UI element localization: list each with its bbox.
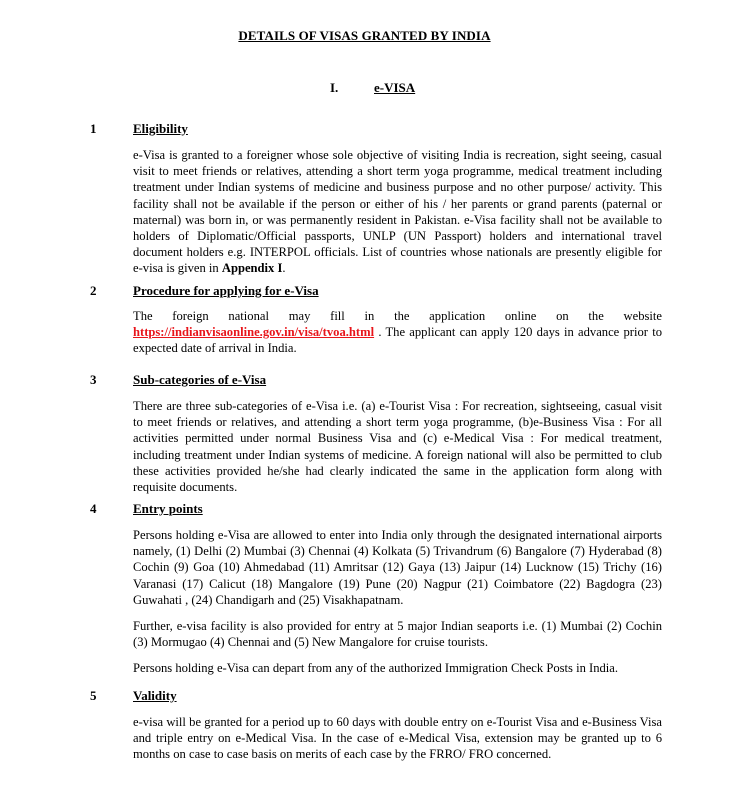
section-body — [133, 714, 662, 763]
section-number: 3 — [90, 372, 97, 387]
appendix-reference: Appendix I — [221, 261, 283, 276]
paragraph: Persons holding e-Visa are allowed to enter into India only through the designated international airports namely, (1) Delhi (2) Mumbai (3) Chennai (4) Kolkata (5) Trivandrum (6) Bangalore (7) Hyderabad (8) Cochin (9) Goa (10) Ahmedabad (11) Amritsar (12) Gaya (13) Jaipur (14) Lucknow (15) Trichy (16) Varanasi (17) Calicut (18) Mangalore (19) Pune (20) Nagpur (21) Coimbatore (22) Bagdogra (23) Guwahati , (24) Chandigarh and (25) Visakhapatnam. — [133, 528, 662, 607]
section-number: 1 — [90, 121, 97, 136]
section-body — [133, 147, 662, 277]
paragraph — [133, 147, 662, 277]
section-number: 4 — [90, 501, 97, 516]
text-segment: . The applicant can apply 120 days in advance prior to expected date of arrival in India. — [133, 325, 662, 356]
section-title: Eligibility — [133, 121, 188, 136]
paragraph: Further, e-visa facility is also provided for entry at 5 major Indian seaports i.e. (1) Mumbai (2) Cochin (3) Mormugao (4) Chennai and (5) New Mangalore for cruise tourists. — [133, 619, 662, 650]
section-number: 2 — [90, 283, 97, 298]
document-title: DETAILS OF VISAS GRANTED BY INDIA — [238, 28, 491, 43]
part-title: e-VISA — [374, 80, 416, 95]
section-title: Validity — [133, 688, 177, 703]
section-body — [133, 308, 662, 357]
section-body — [133, 527, 662, 677]
section-title: Entry points — [133, 501, 203, 516]
visa-website-link[interactable]: https://indianvisaonline.gov.in/visa/tvoa.html — [133, 325, 375, 340]
text-segment: . — [282, 261, 286, 276]
paragraph: There are three sub-categories of e-Visa i.e. (a) e-Tourist Visa : For recreation, sightseeing, casual visit to meet friends or relatives, and attending a short term yoga programme, (b)e-Business Visa : For all activities permitted under normal Business Visa and (c) e-Medical Visa : For medical treatment, including treatment under Indian systems of medicine. A foreign national will also be permitted to club these activities provided he/she had clearly indicated the same in the application form along with requisite documents. — [133, 399, 662, 495]
part-number: I. — [330, 80, 339, 95]
part-heading — [330, 80, 415, 96]
paragraph: e-visa will be granted for a period up to 60 days with double entry on e-Tourist Visa and e-Business Visa and triple entry on e-Medical Visa. In the case of e-Medical Visa, extension may be granted up to 6 months on case to case basis on merits of each case by the FRRO/ FRO concerned. — [133, 715, 662, 762]
text-segment: The foreign national may fill in the application online on the website — [133, 309, 662, 323]
section-title: Procedure for applying for e-Visa — [133, 283, 319, 298]
paragraph — [133, 308, 662, 357]
section-number: 5 — [90, 688, 97, 703]
section-body — [133, 398, 662, 495]
text-segment: e-Visa is granted to a foreigner whose sole objective of visiting India is recreation, sight seeing, casual visit to meet friends or relatives, attending a short term yoga programme, medical treatment including treatment under Indian systems of medicine and business purpose and no other purpose/ activity. This facility shall not be available if the person or either of his / her parents or grand parents (paternal or maternal) was born in, or was permanently resident in Pakistan. e-Visa facility shall not be available to holders of Diplomatic/Official passports, UNLP (UN Passport) holders and international travel document holders e.g. INTERPOL officials. List of countries whose nationals are presently eligible for e-visa is given in — [133, 148, 662, 276]
paragraph: Persons holding e-Visa can depart from any of the authorized Immigration Check Posts in India. — [133, 661, 619, 676]
section-title: Sub-categories of e-Visa — [133, 372, 267, 387]
